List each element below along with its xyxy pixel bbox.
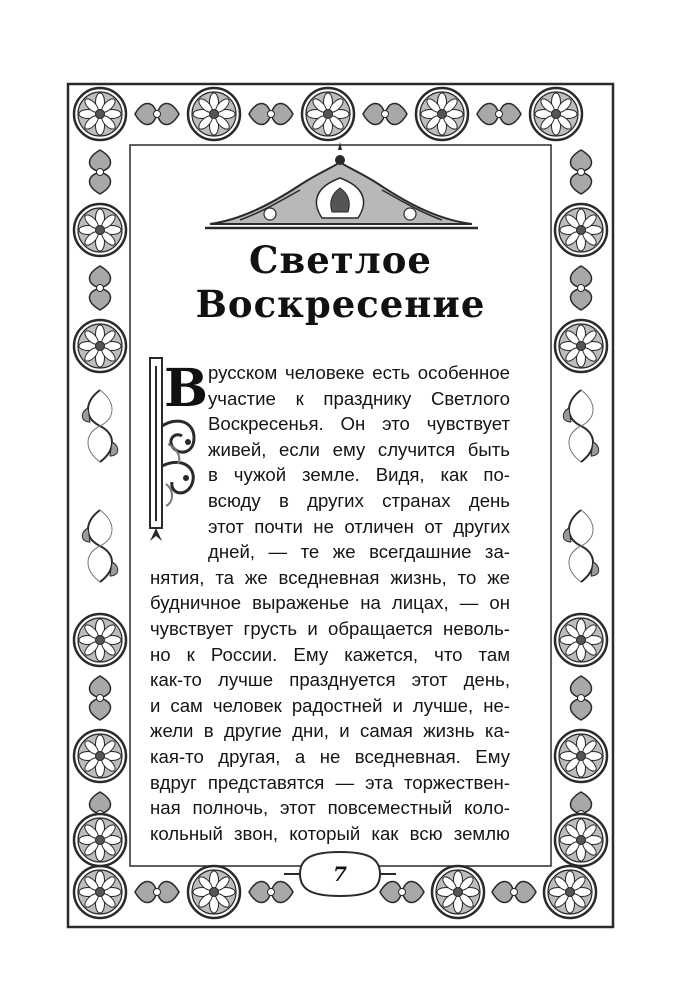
dropcap-letter: В bbox=[164, 358, 208, 419]
text-line: как-то лучше празднуется этот день, bbox=[150, 669, 510, 691]
text-line: но к России. Ему кажется, что там bbox=[150, 643, 510, 665]
text-line: жели в другие дни, и самая жизнь ка- bbox=[150, 720, 510, 742]
header-ornament bbox=[205, 142, 478, 228]
chapter-title-line-1: Светлое bbox=[249, 238, 432, 282]
text-line: ная полночь, этот повсеместный коло- bbox=[150, 797, 510, 819]
text-line: участие к празднику Светлого bbox=[208, 387, 510, 409]
text-line: Воскресенья. Он это чувствует bbox=[208, 413, 510, 435]
text-line: кая-то другая, а не вседневная. Ему bbox=[150, 745, 510, 767]
text-line: будничное выраженье на лицах, — он bbox=[150, 592, 510, 614]
text-line: всюду в других странах день bbox=[208, 489, 510, 511]
body-text bbox=[150, 360, 510, 846]
text-line: этот почти не отличен от других bbox=[208, 515, 510, 537]
top-border-ornament bbox=[74, 88, 582, 140]
text-line: русском человеке есть особенное bbox=[208, 362, 510, 383]
text-line: живей, если ему случится быть bbox=[208, 438, 510, 460]
left-border-ornament bbox=[74, 150, 126, 866]
text-line: и сам человек радостней и лучше, не- bbox=[150, 694, 510, 716]
right-border-ornament bbox=[555, 150, 607, 866]
text-line: кольный звон, который как всю землю bbox=[150, 822, 510, 844]
text-line: вдруг представятся — эта торжествен- bbox=[150, 771, 510, 793]
text-line: в чужой земле. Видя, как по- bbox=[208, 464, 510, 486]
text-line: дней, — те же всегдашние за- bbox=[208, 541, 510, 563]
chapter-title-line-2: Воскресение bbox=[195, 282, 486, 326]
page-number: 7 bbox=[333, 862, 347, 886]
text-line: нятия, та же вседневная жизнь, то же bbox=[150, 566, 510, 588]
text-line: чувствует грусть и обращается неволь- bbox=[150, 617, 510, 639]
